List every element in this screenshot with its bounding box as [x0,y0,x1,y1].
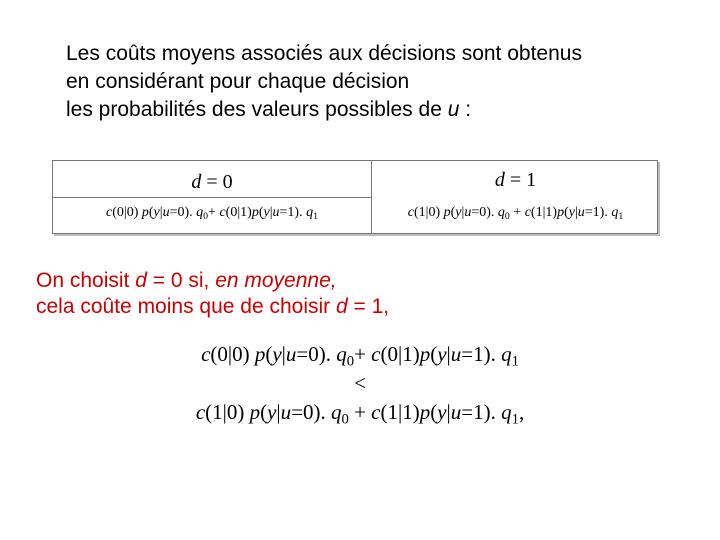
intro-line-2: en considérant pour chaque décision [66,70,410,93]
intro-line-3 [66,96,582,124]
variable-u: u [447,98,460,121]
inequality-top: c(0|0) p(y|u=0). $q_0+ c(0|1)p(y|u=1)$. $q_1$ [201,342,519,370]
conclusion-line-1: On choisit d = 0 si, en moyenne, [36,269,337,292]
intro-line-3-suffix: : [459,98,472,121]
intro-paragraph [66,40,582,124]
decision-cost-table [52,160,658,234]
inequality-block [160,340,560,427]
table-cell-d1 [371,161,659,233]
inequality-bottom: c(1|0) p(y|u=0). $q_0 + c(1|1)p(y|u=1)$. $q_1$, [195,400,525,428]
inequality-relation: < [354,371,366,395]
formula-d0: c(0|0) p(y|u=0). $q_0+ c(0|1)p(y|u=1)$. $q_1$ [106,205,318,222]
formula-d1: c(1|0) p(y|u=0). $q_0 + c(1|1)p(y|u=1)$. $q_1$ [407,205,624,222]
conclusion-paragraph [36,268,389,320]
conclusion-line-2: cela coûte moins que de choisir d = 1, [36,295,390,318]
table-cell-d0 [53,161,371,233]
header-d1: d = 1 [494,169,537,191]
header-d0: d = 0 [53,171,371,198]
intro-line-3-prefix: les probabilités des valeurs possibles de [66,98,448,121]
intro-line-1: Les coûts moyens associés aux décisions sont obtenus [66,42,582,65]
